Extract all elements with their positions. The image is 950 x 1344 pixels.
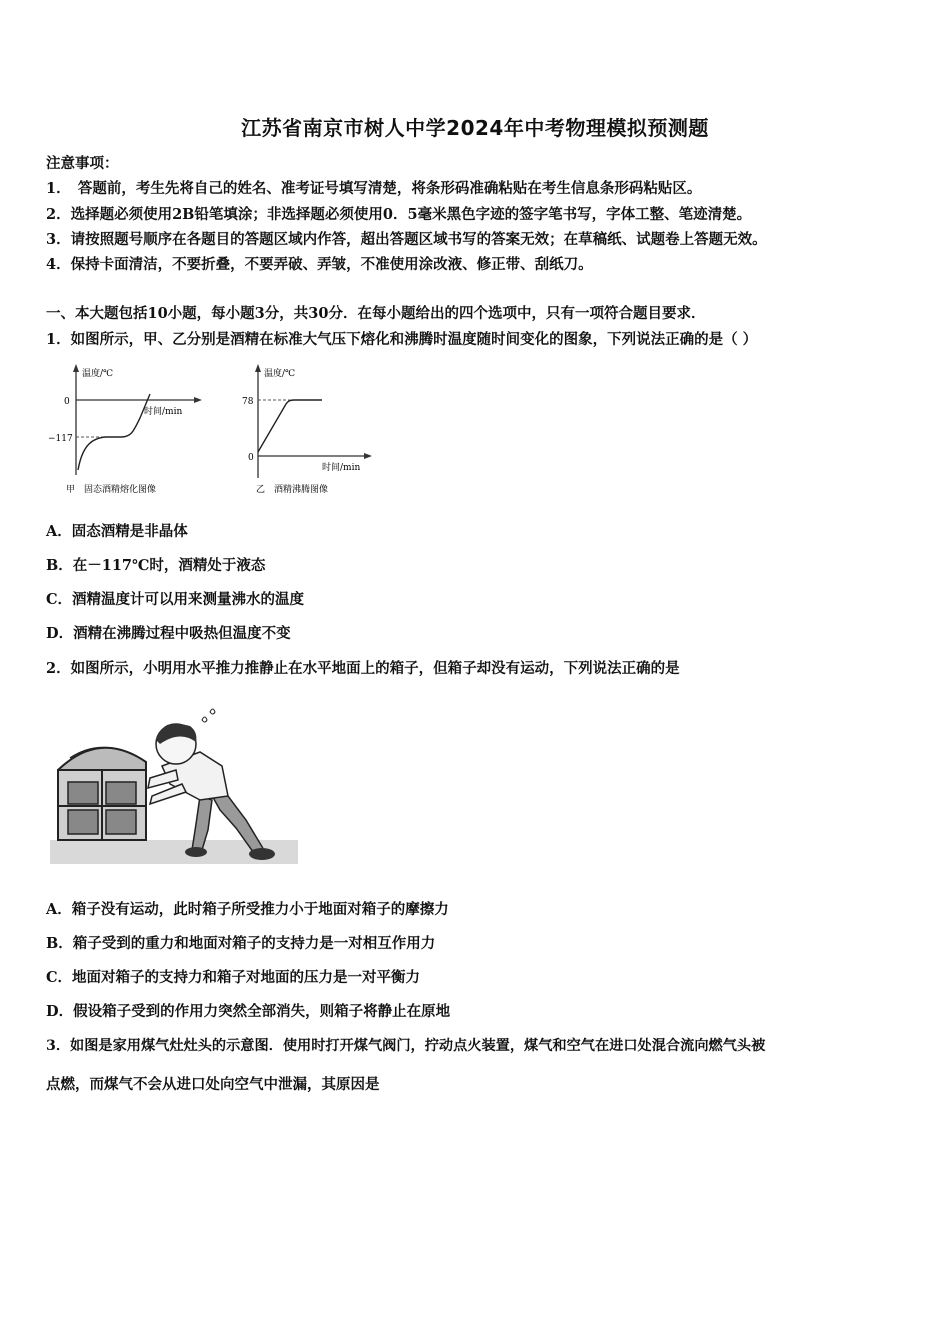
- question-2-option-d: D．假设箱子受到的作用力突然全部消失，则箱子将静止在原地: [46, 1003, 451, 1020]
- question-1-stem: 1．如图所示，甲、乙分别是酒精在标准大气压下熔化和沸腾时温度随时间变化的图象，下列说法正确的是（ ）: [46, 331, 758, 348]
- notice-heading: 注意事项：: [46, 155, 119, 172]
- boy-pushing-box-illustration: [50, 700, 300, 868]
- question-1-option-d: D．酒精在沸腾过程中吸热但温度不变: [46, 625, 291, 642]
- boiling-graph-caption: 乙 酒精沸腾图像: [256, 485, 329, 495]
- section-heading: 一、本大题包括10小题，每小题3分，共30分．在每小题给出的四个选项中，只有一项符合题目要求．: [46, 305, 706, 322]
- melting-graph-ylabel: 温度/℃: [82, 369, 114, 379]
- question-1-option-b: B．在－117℃时，酒精处于液态: [46, 557, 266, 574]
- boiling-graph-xlabel: 时间/min: [322, 463, 361, 473]
- question-2-option-c: C．地面对箱子的支持力和箱子对地面的压力是一对平衡力: [46, 969, 421, 986]
- boiling-graph: [242, 364, 372, 495]
- chest-icon: [58, 747, 146, 840]
- melting-graph-xlabel: 时间/min: [144, 407, 183, 417]
- notice-item-4: 4．保持卡面清洁，不要折叠，不要弄破、弄皱，不准使用涂改液、修正带、刮纸刀。: [46, 256, 593, 273]
- boiling-graph-ylabel: 温度/℃: [264, 369, 296, 379]
- boiling-graph-tick-boil: 78: [242, 397, 254, 407]
- notice-item-1: 1． 答题前，考生先将自己的姓名、准考证号填写清楚，将条形码准确粘贴在考生信息条形码粘贴区。: [46, 180, 702, 197]
- notice-item-2: 2．选择题必须使用2B铅笔填涂；非选择题必须使用0．5毫米黑色字迹的签字笔书写，字体工整、笔迹清楚。: [46, 206, 752, 223]
- question-1-figure: [46, 360, 376, 500]
- question-3-stem-line-2: 点燃，而煤气不会从进口处向空气中泄漏，其原因是: [46, 1076, 380, 1093]
- melting-graph-tick-melt: −117: [48, 434, 73, 444]
- melting-graph-tick-zero: 0: [64, 397, 70, 407]
- melting-graph-caption: 甲 固态酒精熔化图像: [66, 485, 157, 495]
- boiling-curve: [258, 400, 322, 452]
- page-title: 江苏省南京市树人中学2024年中考物理模拟预测题: [241, 116, 709, 140]
- question-1-option-c: C．酒精温度计可以用来测量沸水的温度: [46, 591, 305, 608]
- boiling-graph-tick-zero: 0: [248, 453, 254, 463]
- question-1-option-a: A．固态酒精是非晶体: [46, 523, 188, 540]
- question-2-option-a: A．箱子没有运动，此时箱子所受推力小于地面对箱子的摩擦力: [46, 901, 449, 918]
- question-3-stem-line-1: 3．如图是家用煤气灶灶头的示意图．使用时打开煤气阀门，拧动点火装置，煤气和空气在进口处混合流向燃气头被: [46, 1038, 766, 1054]
- notice-item-3: 3．请按照题号顺序在各题目的答题区域内作答，超出答题区域书写的答案无效；在草稿纸、试题卷上答题无效。: [46, 231, 767, 248]
- question-2-stem: 2．如图所示，小明用水平推力推静止在水平地面上的箱子，但箱子却没有运动，下列说法正确的是: [46, 660, 680, 677]
- melting-graph: [48, 364, 202, 495]
- question-2-option-b: B．箱子受到的重力和地面对箱子的支持力是一对相互作用力: [46, 935, 436, 952]
- melting-curve: [78, 394, 150, 470]
